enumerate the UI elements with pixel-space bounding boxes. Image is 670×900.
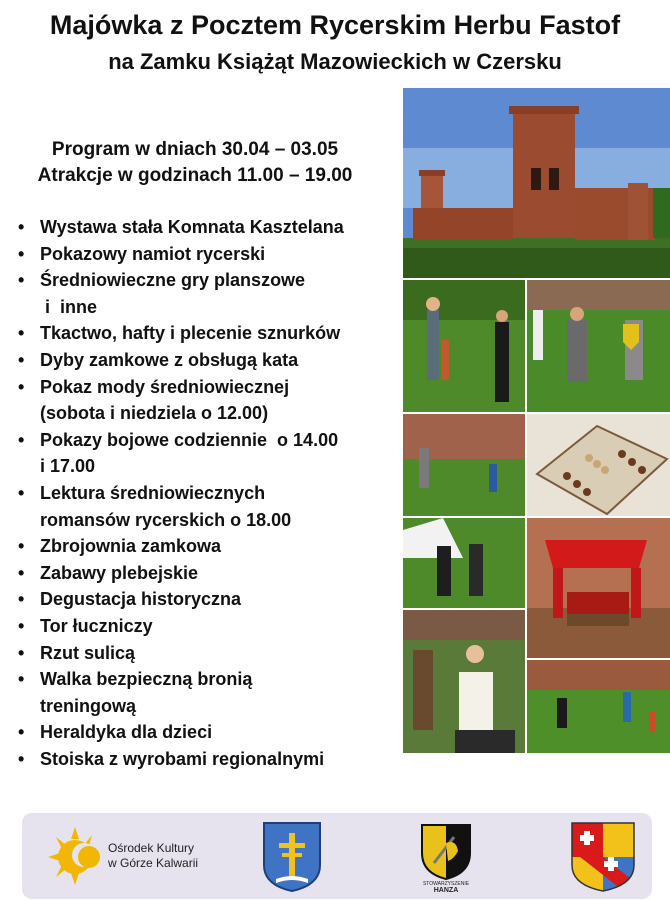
chamber-photo — [527, 518, 670, 658]
courtyard-photo — [403, 414, 525, 516]
list-item: • Średniowieczne gry planszowe i inne — [18, 267, 388, 320]
program-info — [20, 137, 370, 189]
attractions-list — [18, 214, 388, 772]
photo-collage — [403, 88, 670, 753]
list-item: • Rzut sulicą — [18, 640, 388, 667]
field-photo — [527, 660, 670, 753]
list-item: • Lektura średniowiecznych romansów rycerskich o 18.00 — [18, 480, 388, 533]
hanza-shield-icon — [420, 823, 472, 881]
ok-logo-text: Ośrodek Kultury w Górze Kalwarii — [108, 841, 199, 870]
hanza-logo-text: STOWARZYSZENIE HANZA — [422, 881, 470, 894]
board-game-photo — [527, 414, 670, 516]
archery-photo — [403, 280, 525, 412]
gora-kalwaria-coat-of-arms-icon — [262, 821, 322, 893]
castle-photo — [403, 88, 670, 278]
list-item: • Degustacja historyczna — [18, 586, 388, 613]
list-item: • Tkactwo, hafty i plecenie sznurków — [18, 320, 388, 347]
poster-subtitle: na Zamku Książąt Mazowieckich w Czersku — [108, 49, 562, 74]
sponsors-footer — [22, 813, 652, 899]
list-item: • Dyby zamkowe z obsługą kata — [18, 347, 388, 374]
list-item: • Stoiska z wyrobami regionalnymi — [18, 746, 388, 773]
list-item: • Pokazy bojowe codziennie o 14.00 i 17.00 — [18, 427, 388, 480]
list-item: • Heraldyka dla dzieci — [18, 719, 388, 746]
tent-photo — [403, 518, 525, 608]
list-item: • Zbrojownia zamkowa — [18, 533, 388, 560]
sword-fight-photo — [527, 280, 670, 412]
list-item: • Pokazowy namiot rycerski — [18, 241, 388, 268]
program-hours: Atrakcje w godzinach 11.00 – 19.00 — [37, 165, 353, 186]
county-coat-of-arms-icon — [570, 821, 636, 893]
list-item: • Pokaz mody średniowiecznej (sobota i niedziela o 12.00) — [18, 374, 388, 427]
list-item: • Walka bezpieczną bronią treningową — [18, 666, 388, 719]
list-item: • Wystawa stała Komnata Kasztelana — [18, 214, 388, 241]
program-dates: Program w dniach 30.04 – 03.05 — [51, 139, 339, 160]
poster-title: Majówka z Pocztem Rycerskim Herbu Fastof — [49, 10, 621, 40]
sun-logo-icon — [48, 825, 106, 885]
list-item: • Tor łuczniczy — [18, 613, 388, 640]
armory-photo — [403, 610, 525, 753]
list-item: • Zabawy plebejskie — [18, 560, 388, 587]
